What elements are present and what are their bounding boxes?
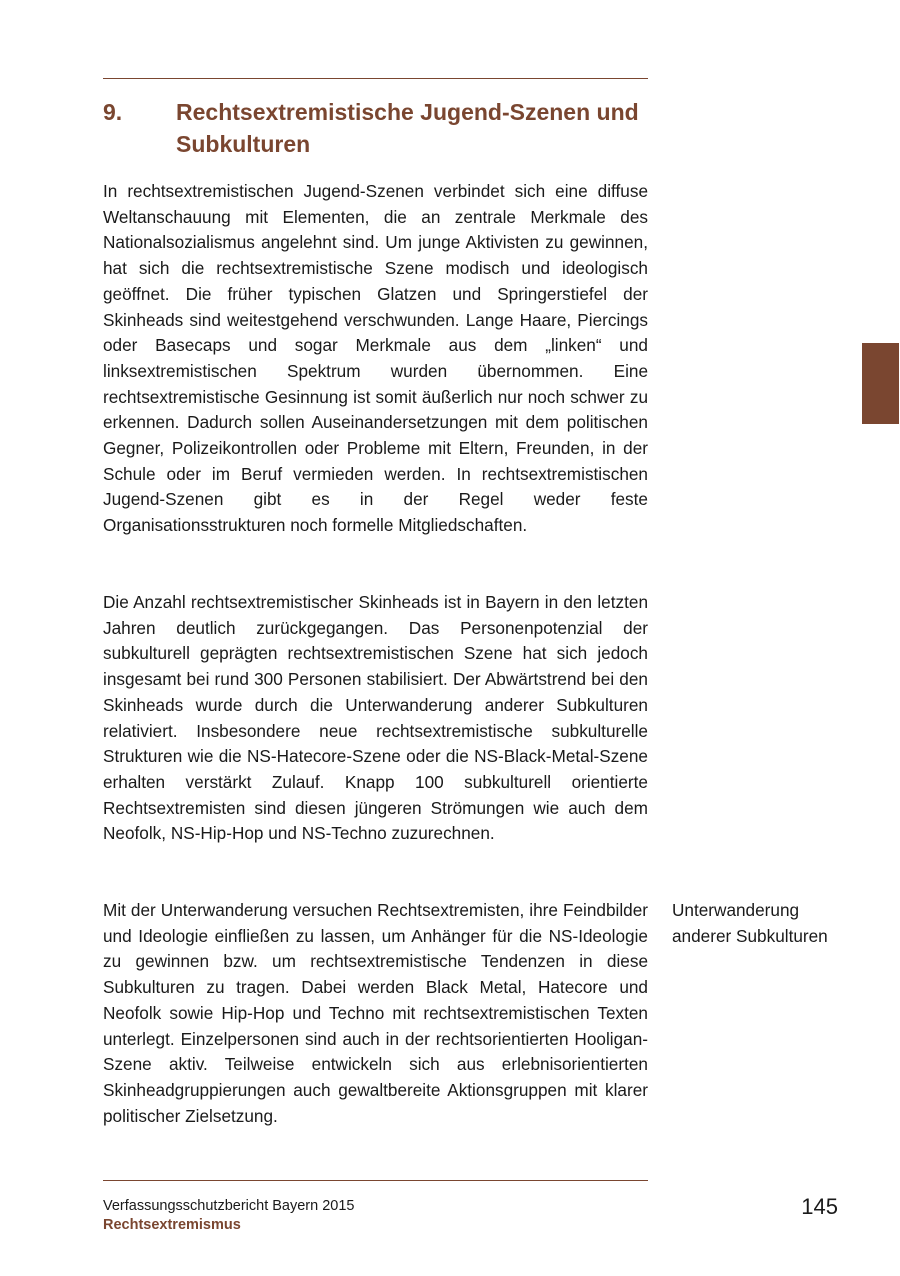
body-paragraph-2: Die Anzahl rechtsextremistischer Skinheads ist in Bayern in den letzten Jahren deutlich zurückgegangen. Das Personenpotenzial der subkulturell geprägten rechtsextremistischen Szene hat sich jedoch insgesamt bei rund 300 Personen stabilisiert. Der Abwärtstrend bei den Skinheads wurde durch die Unterwanderung anderer Subkulturen relativiert. Insbesondere neue rechtsextremistische subkulturelle Strukturen wie die NS-Hatecore-Szene oder die NS-Black-Metal-Szene erhalten verstärkt Zulauf. Knapp 100 subkulturell orientierte Rechtsextremisten sind diesen jüngeren Strömungen wie auch dem Neofolk, NS-Hip-Hop und NS-Techno zuzurechnen. (103, 592, 648, 844)
margin-note: Unterwanderung anderer Subkulturen (672, 900, 828, 946)
bottom-divider (103, 1180, 648, 1181)
footer-report-title: Verfassungsschutzbericht Bayern 2015 (103, 1198, 355, 1214)
page-number: 145 (801, 1194, 838, 1219)
chapter-tab-marker (862, 343, 899, 424)
body-paragraph-3: Mit der Unterwanderung versuchen Rechtsextremisten, ihre Feindbilder und Ideologie einfließen zu lassen, um Anhänger für die NS-Ideologie zu gewinnen bzw. um rechtsextremistische Tendenzen in diese Subkulturen zu tragen. Dabei werden Black Metal, Hatecore und Neofolk sowie Hip-Hop und Techno mit rechtsextremistischen Texten unterlegt. Einzelpersonen sind auch in der rechtsorientierten Hooligan-Szene aktiv. Teilweise entwickeln sich aus erlebnisorientierten Skinheadgruppierungen auch gewaltbereite Aktionsgruppen mit klarer politischer Zielsetzung. (103, 900, 648, 1126)
top-divider (103, 78, 648, 79)
footer-section-name: Rechtsextremismus (103, 1217, 241, 1233)
chapter-number: 9. (103, 99, 123, 125)
body-paragraph-1: In rechtsextremistischen Jugend-Szenen verbindet sich eine diffuse Weltanschauung mit Elementen, die an zentrale Merkmale des Nationalsozialismus angelehnt sind. Um junge Aktivisten zu gewinnen, hat sich die rechtsextremistische Szene modisch und ideologisch geöffnet. Die früher typischen Glatzen und Springerstiefel der Skinheads sind weitestgehend verschwunden. Lange Haare, Piercings oder Basecaps und sogar Merkmale aus dem „linken“ und linksextremistischen Spektrum wurden übernommen. Eine rechtsextremistische Gesinnung ist somit äußerlich nur noch schwer zu erkennen. Dadurch sollen Auseinandersetzungen mit dem politischen Gegner, Polizeikontrollen oder Probleme mit Eltern, Freunden, in der Schule oder im Beruf vermieden werden. In rechtsextremistischen Jugend-Szenen gibt es in der Regel weder feste Organisationsstrukturen noch formelle Mitgliedschaften. (103, 181, 648, 536)
chapter-title: Rechtsextremistische Jugend-Szenen und Subkulturen (176, 99, 639, 157)
